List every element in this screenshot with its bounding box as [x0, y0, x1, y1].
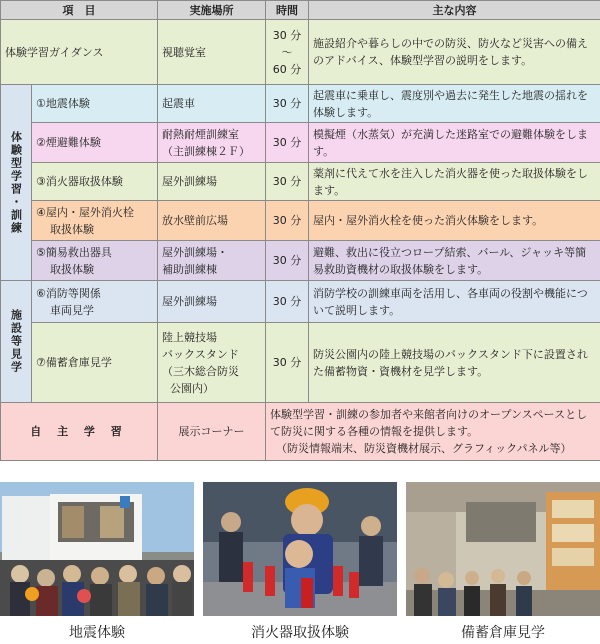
header-time: 時間 [266, 1, 309, 20]
self-study-content: 体験型学習・訓練の参加者や来館者向けのオープンスペースとして防災に関する各種の情報を提供します。 （防災情報端末、防災資機材展示、グラフィックパネル等） [266, 403, 600, 461]
row-time: 30 分 [266, 323, 309, 403]
row-name: ①地震体験 [32, 85, 158, 123]
row-place: 放水壁前広場 [158, 201, 266, 241]
caption-warehouse: 備蓄倉庫見学 [461, 625, 545, 641]
table-row [1, 20, 600, 85]
row-place: 耐熱耐煙訓練室 （主訓練棟２Ｆ） [158, 123, 266, 163]
row-content: 防災公園内の陸上競技場のバックスタンド下に設置された備蓄物資・資機材を見学します。 [309, 323, 600, 403]
row-time: 30 分 [266, 201, 309, 241]
table-row [1, 281, 600, 323]
row-name: ⑦備蓄倉庫見学 [32, 323, 158, 403]
photo-strip [0, 478, 600, 644]
table-row [1, 201, 600, 241]
row-time: 30 分 [266, 281, 309, 323]
row-content: 模擬煙（水蒸気）が充満した迷路室での避難体験をします。 [309, 123, 600, 163]
header-place: 実施場所 [158, 1, 266, 20]
table-row [1, 123, 600, 163]
table-row [1, 323, 600, 403]
row-time: 30 分 [266, 241, 309, 281]
extinguisher-photo [203, 482, 397, 616]
guidance-place: 視聴覚室 [158, 20, 266, 85]
row-name: ③消火器取扱体験 [32, 163, 158, 201]
row-time: 30 分 [266, 85, 309, 123]
row-time: 30 分 [266, 163, 309, 201]
row-content: 屋内・屋外消火栓を使った消火体験をします。 [309, 201, 600, 241]
row-name: ⑤簡易救出器具 取扱体験 [32, 241, 158, 281]
row-name: ②煙避難体験 [32, 123, 158, 163]
header-item: 項 目 [1, 1, 158, 20]
row-content: 薬剤に代えて水を注入した消火器を使った取扱体験をします。 [309, 163, 600, 201]
row-place: 起震車 [158, 85, 266, 123]
group-experience: 体験型学習・訓練 [1, 85, 32, 281]
row-place: 陸上競技場 バックスタンド （三木総合防災 公園内） [158, 323, 266, 403]
row-place: 屋外訓練場 [158, 163, 266, 201]
table-row [1, 163, 600, 201]
self-study-place: 展示コーナー [158, 403, 266, 461]
guidance-name: 体験学習ガイダンス [1, 20, 158, 85]
row-place: 屋外訓練場・ 補助訓練棟 [158, 241, 266, 281]
table-row [1, 85, 600, 123]
row-place: 屋外訓練場 [158, 281, 266, 323]
earthquake-photo [0, 482, 194, 616]
header-content: 主な内容 [309, 1, 600, 20]
guidance-time: 30 分 ～ 60 分 [266, 20, 309, 85]
group-facility: 施設等見学 [1, 281, 32, 403]
caption-extinguisher: 消火器取扱体験 [251, 625, 349, 641]
row-content: 消防学校の訓練車両を活用し、各車両の役割や機能について説明します。 [309, 281, 600, 323]
header-row [1, 1, 600, 20]
self-study-name: 自 主 学 習 [1, 403, 158, 461]
row-name: ⑥消防等関係 車両見学 [32, 281, 158, 323]
guidance-content: 施設紹介や暮らしの中での防災、防火など災害への備えのアドバイス、体験型学習の説明をします。 [309, 20, 600, 85]
warehouse-photo [406, 482, 600, 616]
table-row [1, 403, 600, 461]
row-name: ④屋内・屋外消火栓 取扱体験 [32, 201, 158, 241]
caption-earthquake: 地震体験 [69, 625, 125, 641]
row-content: 起震車に乗車し、震度別や過去に発生した地震の揺れを体験します。 [309, 85, 600, 123]
row-content: 避難、救出に役立つロープ結索、バール、ジャッキ等簡易救助資機材の取扱体験をします。 [309, 241, 600, 281]
table-row [1, 241, 600, 281]
row-time: 30 分 [266, 123, 309, 163]
